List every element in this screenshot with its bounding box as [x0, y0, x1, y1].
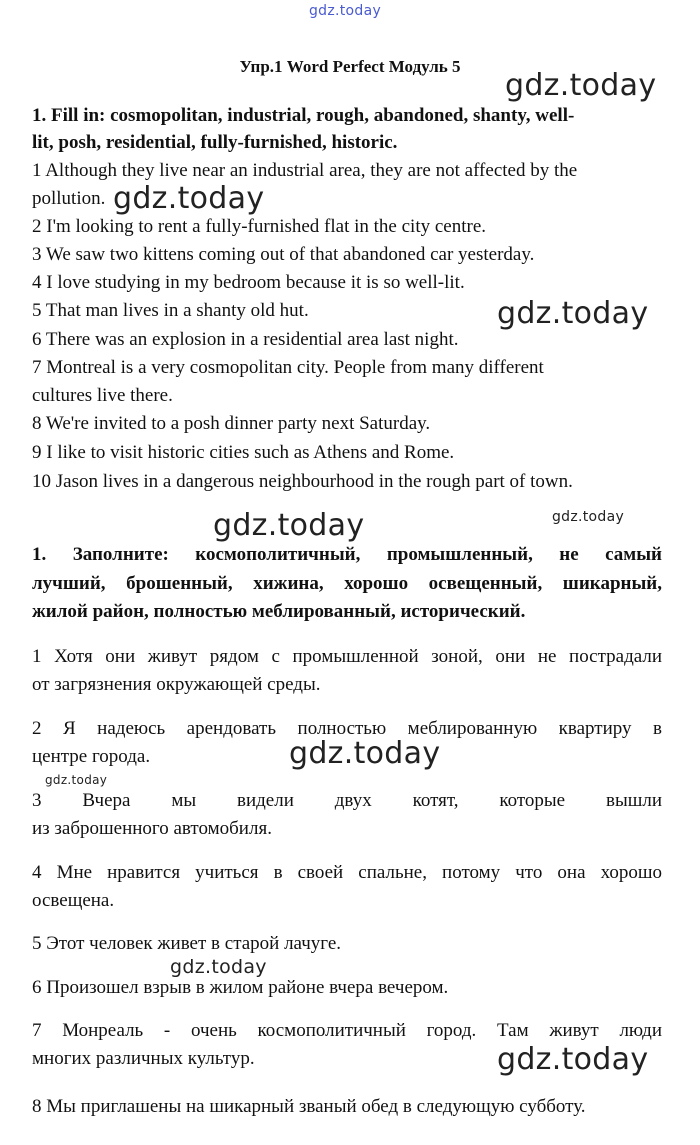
russian-line: многих различных культур. [32, 1048, 255, 1069]
watermark-top: gdz.today [309, 3, 382, 19]
russian-line: 8 Мы приглашены на шикарный званый обед в следующую субботу. [32, 1096, 586, 1117]
english-line: 8 We're invited to a posh dinner party next Saturday. [32, 413, 431, 434]
english-instruction: lit, posh, residential, fully-furnished, historic. [32, 132, 398, 153]
watermark: gdz.today [497, 1042, 649, 1077]
watermark: gdz.today [497, 296, 649, 331]
watermark: gdz.today [213, 508, 365, 543]
russian-instruction: 1. Заполните: космополитичный, промышленный, не самый [32, 544, 662, 565]
russian-line: центре города. [32, 746, 151, 767]
english-line: 7 Montreal is a very cosmopolitan city. People from many different [32, 357, 544, 378]
english-line: 10 Jason lives in a dangerous neighbourhood in the rough part of town. [32, 471, 573, 492]
russian-line: 5 Этот человек живет в старой лачуге. [32, 933, 342, 954]
russian-line: 1 Хотя они живут рядом с промышленной зоной, они не пострадали [32, 646, 662, 667]
watermark: gdz.today [170, 956, 267, 978]
english-line: 1 Although they live near an industrial area, they are not affected by the [32, 160, 578, 181]
russian-line: из заброшенного автомобиля. [32, 818, 272, 839]
russian-line: 6 Произошел взрыв в жилом районе вчера вечером. [32, 977, 449, 998]
russian-instruction: лучший, брошенный, хижина, хорошо освещенный, шикарный, [32, 573, 662, 594]
russian-line: от загрязнения окружающей среды. [32, 674, 321, 695]
english-line: 6 There was an explosion in a residential area last night. [32, 329, 459, 350]
english-line: pollution. [32, 188, 106, 209]
watermark-small: gdz.today [45, 773, 108, 787]
english-instruction: 1. Fill in: cosmopolitan, industrial, rough, abandoned, shanty, well- [32, 105, 575, 126]
english-line: 3 We saw two kittens coming out of that abandoned car yesterday. [32, 244, 535, 265]
watermark: gdz.today [113, 181, 265, 216]
english-line: 4 I love studying in my bedroom because it is so well-lit. [32, 272, 465, 293]
english-line: 2 I'm looking to rent a fully-furnished flat in the city centre. [32, 216, 487, 237]
watermark: gdz.today [289, 736, 441, 771]
page-title: Упр.1 Word Perfect Модуль 5 [239, 57, 461, 76]
english-line: cultures live there. [32, 385, 173, 406]
russian-line: освещена. [32, 890, 115, 911]
watermark: gdz.today [505, 68, 657, 103]
english-line: 5 That man lives in a shanty old hut. [32, 300, 309, 321]
russian-line: 4 Мне нравится учиться в своей спальне, потому что она хорошо [32, 862, 662, 883]
english-line: 9 I like to visit historic cities such as Athens and Rome. [32, 442, 455, 463]
watermark-small: gdz.today [552, 509, 625, 525]
russian-line: 3 Вчера мы видели двух котят, которые вышли [32, 790, 662, 811]
russian-line: 2 Я надеюсь арендовать полностью меблированную квартиру в [32, 718, 662, 739]
russian-instruction: жилой район, полностью меблированный, исторический. [32, 601, 526, 622]
russian-line: 7 Монреаль - очень космополитичный город. Там живут люди [32, 1020, 662, 1041]
